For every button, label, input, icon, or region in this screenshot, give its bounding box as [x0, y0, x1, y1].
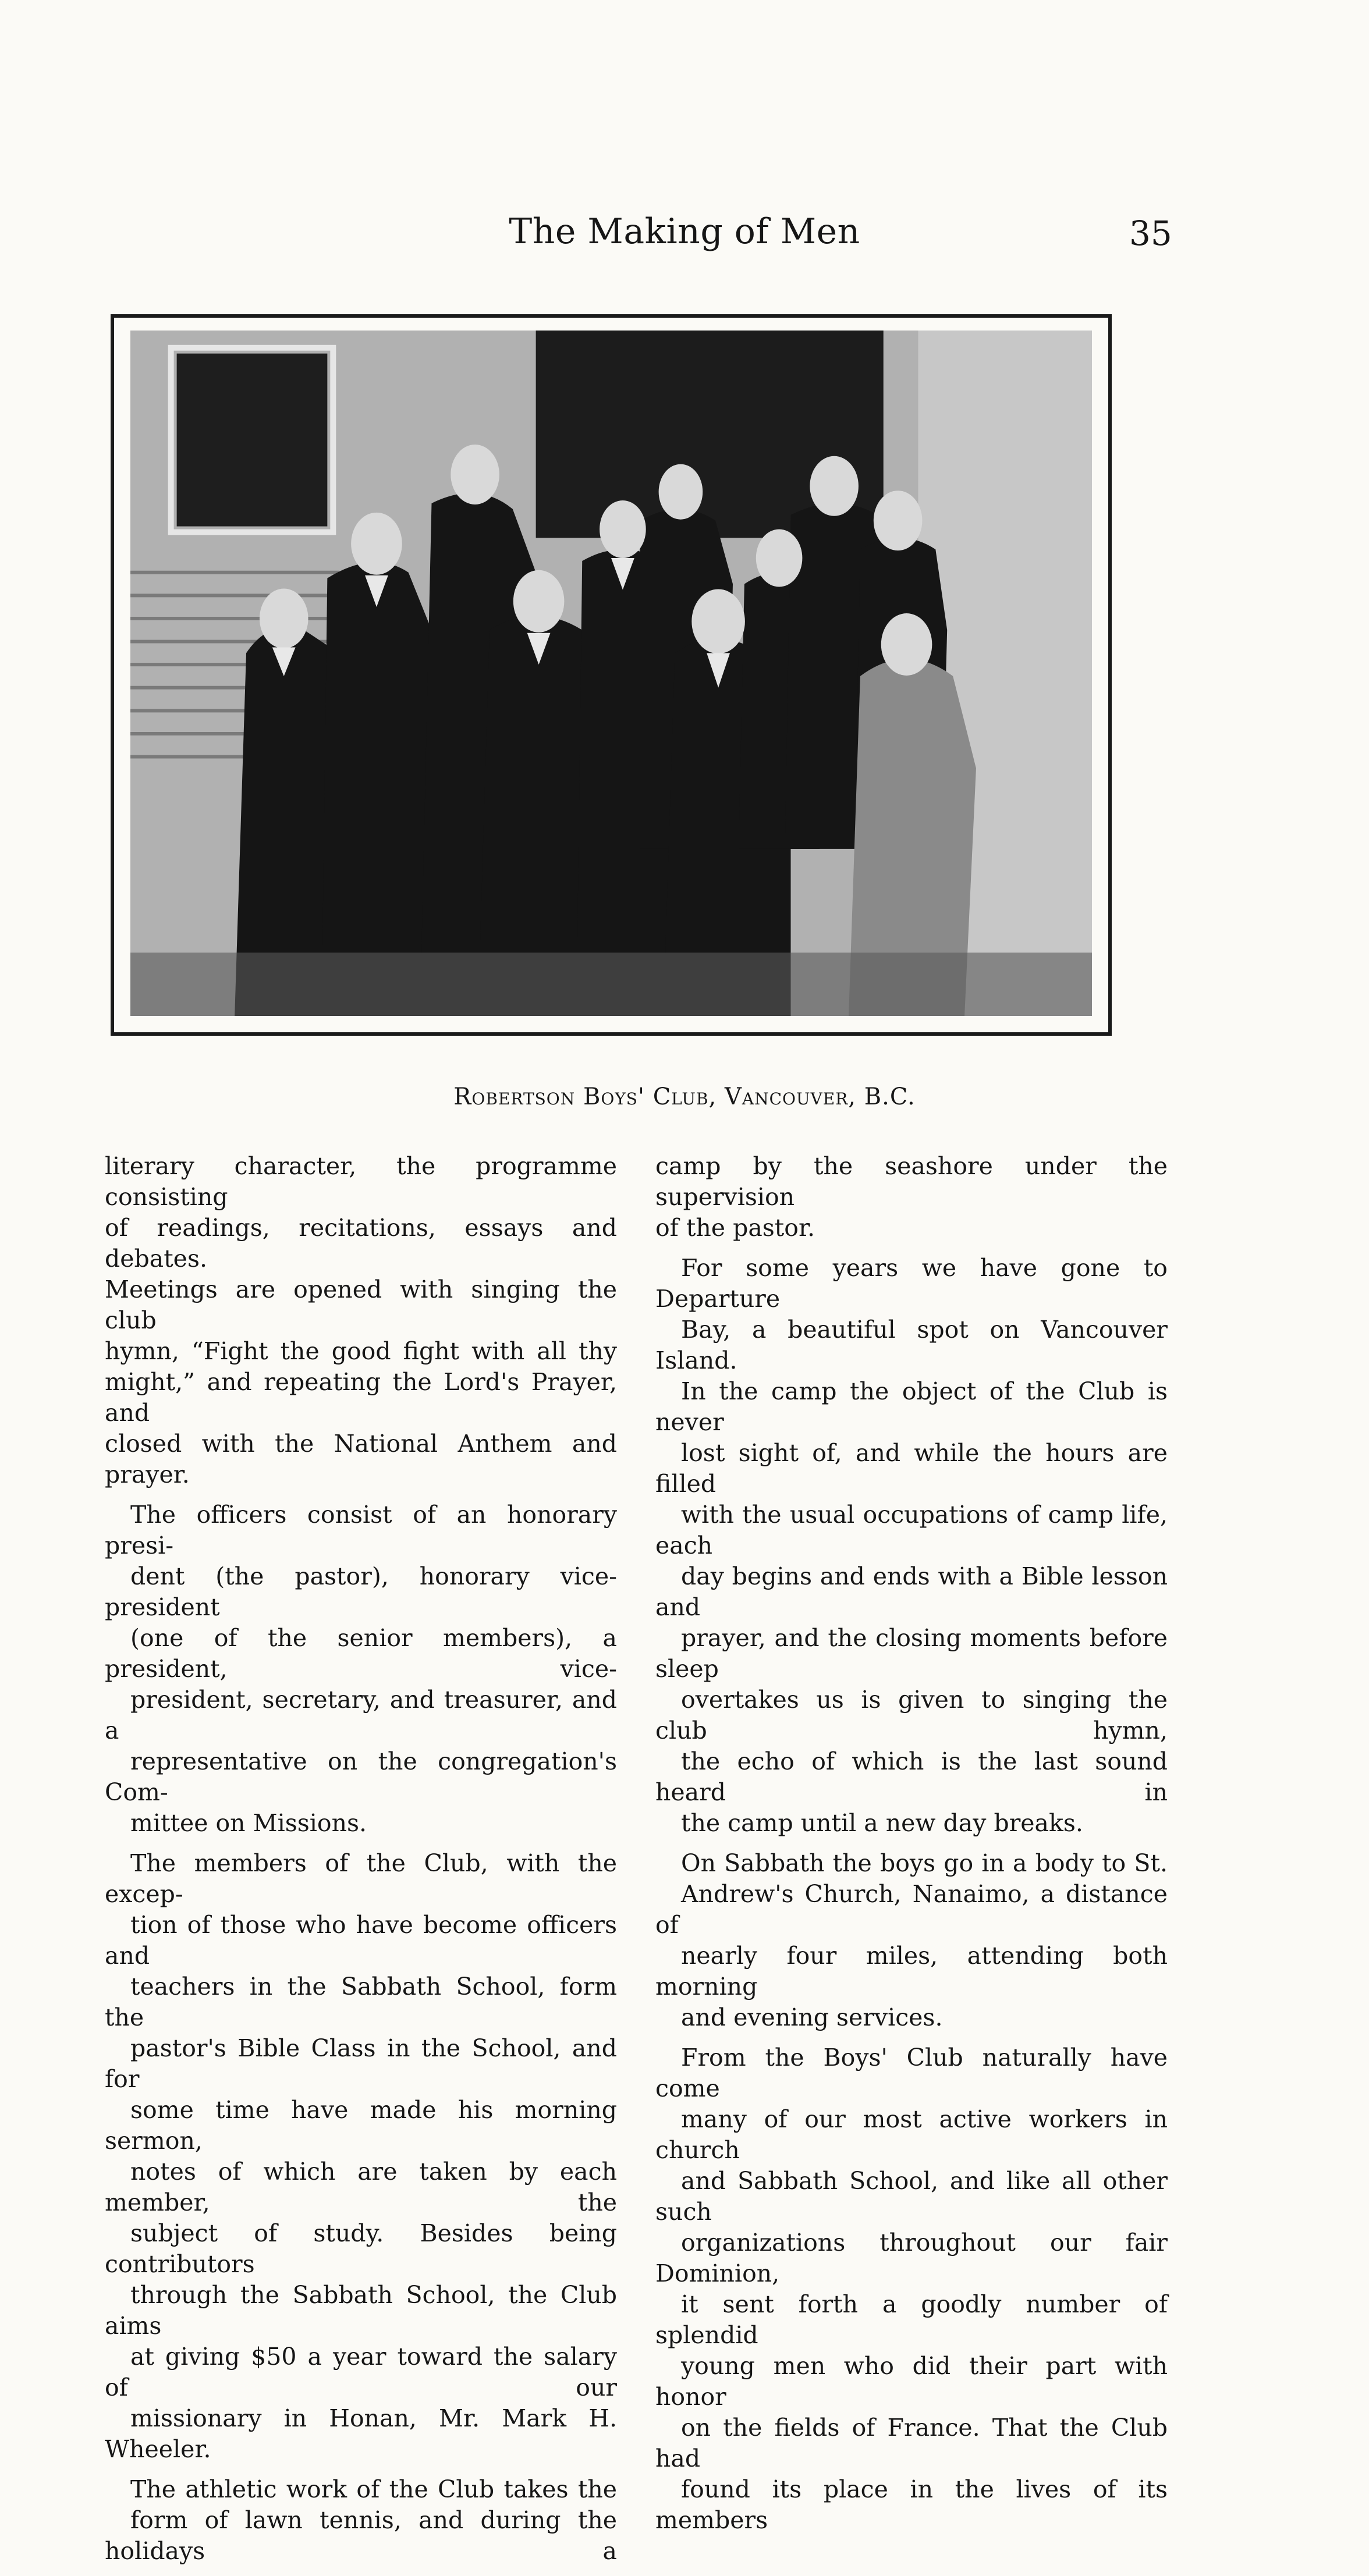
text-line: with the usual occupations of camp life, each — [655, 1501, 1168, 1559]
text-line: Meetings are opened with singing the club — [105, 1275, 617, 1334]
text-line: teachers in the Sabbath School, form the — [105, 1973, 617, 2031]
text-line: In the camp the object of the Club is never — [655, 1377, 1168, 1436]
paragraph — [655, 1151, 1168, 1243]
text-line: many of our most active workers in church — [655, 2105, 1168, 2164]
text-line: representative on the congregation's Com- — [105, 1747, 617, 1806]
page-number: 35 — [1129, 214, 1172, 253]
text-line: The athletic work of the Club takes the — [130, 2475, 617, 2503]
paragraph — [655, 1253, 1168, 1839]
text-line: of the pastor. — [655, 1214, 815, 1242]
text-line: prayer, and the closing moments before sleep — [655, 1624, 1168, 1683]
photo-caption: Robertson Boys' Club, Vancouver, B.C. — [453, 1083, 916, 1110]
paragraph — [655, 1848, 1168, 2033]
text-line: it sent forth a goodly number of splendid — [655, 2290, 1168, 2349]
running-title: The Making of Men — [509, 211, 860, 252]
text-line: dent (the pastor), honorary vice-president — [105, 1562, 617, 1621]
text-line: literary character, the programme consisting — [105, 1152, 617, 1211]
text-line: form of lawn tennis, and during the holidays a — [105, 2506, 617, 2565]
text-line: On Sabbath the boys go in a body to St. — [681, 1849, 1168, 1877]
text-line: pastor's Bible Class in the School, and for — [105, 2034, 617, 2093]
text-line: president, secretary, and treasurer, and a — [105, 1686, 617, 1744]
text-line: The members of the Club, with the excep- — [105, 1849, 617, 1908]
paragraph — [105, 1848, 617, 2465]
text-line: the camp until a new day breaks. — [681, 1809, 1083, 1837]
text-line: The officers consist of an honorary presi- — [105, 1501, 617, 1559]
group-photograph-icon — [130, 331, 1092, 1016]
text-line: at giving $50 a year toward the salary of our — [105, 2343, 617, 2401]
paragraph — [105, 1151, 617, 1490]
text-line: of readings, recitations, essays and debates. — [105, 1214, 617, 1273]
right-column — [655, 1151, 1168, 2545]
text-line: the echo of which is the last sound heard in — [655, 1747, 1168, 1806]
text-line: young men who did their part with honor — [655, 2352, 1168, 2411]
text-line: lost sight of, and while the hours are filled — [655, 1439, 1168, 1498]
text-line: Bay, a beautiful spot on Vancouver Island. — [655, 1316, 1168, 1374]
text-line: From the Boys' Club naturally have come — [655, 2044, 1168, 2102]
paragraph — [105, 1500, 617, 1839]
text-line: missionary in Honan, Mr. Mark H. Wheeler. — [105, 2404, 617, 2463]
left-column — [105, 1151, 617, 2576]
text-line: mittee on Missions. — [130, 1809, 367, 1837]
text-line: and Sabbath School, and like all other such — [655, 2167, 1168, 2226]
text-line: Andrew's Church, Nanaimo, a distance of — [655, 1880, 1168, 1939]
text-line: (one of the senior members), a president, vice- — [105, 1624, 617, 1683]
text-line: organizations throughout our fair Dominion, — [655, 2229, 1168, 2287]
text-line: hymn, “Fight the good fight with all thy — [105, 1337, 617, 1365]
paragraph — [105, 2474, 617, 2567]
text-line: closed with the National Anthem and prayer. — [105, 1430, 617, 1488]
paragraph — [655, 2042, 1168, 2536]
text-line: through the Sabbath School, the Club aims — [105, 2281, 617, 2340]
text-line: some time have made his morning sermon, — [105, 2096, 617, 2155]
text-line: For some years we have gone to Departure — [655, 1254, 1168, 1313]
text-line: notes of which are taken by each member, the — [105, 2158, 617, 2216]
text-line: found its place in the lives of its members — [655, 2475, 1168, 2534]
text-line: subject of study. Besides being contributors — [105, 2219, 617, 2278]
text-line: and evening services. — [681, 2003, 943, 2031]
text-line: might,” and repeating the Lord's Prayer, and — [105, 1368, 617, 1427]
text-line: on the fields of France. That the Club had — [655, 2414, 1168, 2472]
text-line: tion of those who have become officers and — [105, 1911, 617, 1970]
text-line: overtakes us is given to singing the club hymn, — [655, 1686, 1168, 1744]
text-line: camp by the seashore under the supervision — [655, 1152, 1168, 1211]
text-line: day begins and ends with a Bible lesson and — [655, 1562, 1168, 1621]
text-line: nearly four miles, attending both morning — [655, 1942, 1168, 2001]
photo-frame — [111, 314, 1112, 1036]
